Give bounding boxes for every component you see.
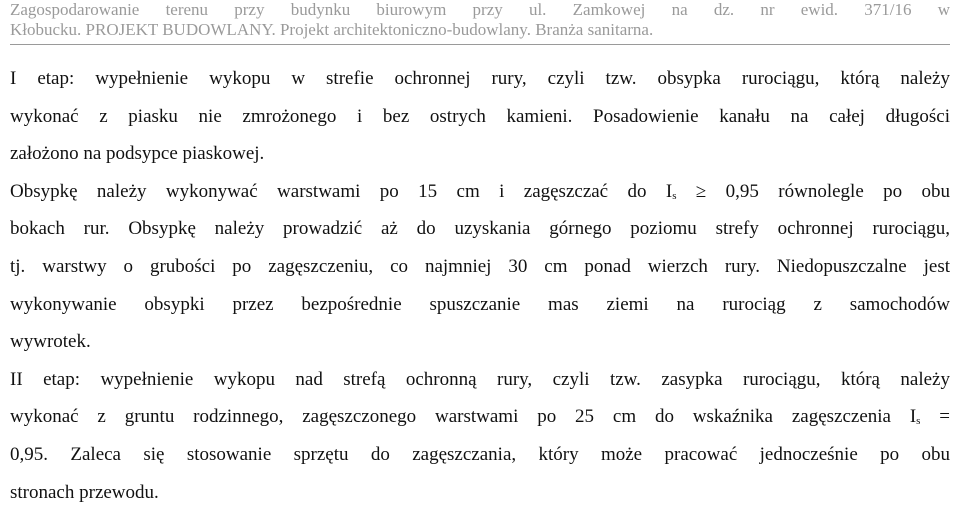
body-line-6: tj. warstwy o grubości po zagęszczeniu, co najmniej 30 cm ponad wierzch rury. Niedopuszczalne jest <box>10 255 950 277</box>
geq-symbol: ≥ <box>695 180 707 202</box>
header-line-1: Zagospodarowanie terenu przy budynku biurowym przy ul. Zamkowej na dz. nr ewid. 371/16 w <box>10 0 950 19</box>
index-subscript: s <box>672 189 677 202</box>
document-body <box>10 60 950 511</box>
body-line-9: II etap: wypełnienie wykopu nad strefą ochronną rury, czyli tzw. zasypka rurociągu, którą należy <box>10 368 950 390</box>
body-line-4 <box>10 173 950 211</box>
body-line-5: bokach rur. Obsypkę należy prowadzić aż do uzyskania górnego poziomu strefy ochronnej rurociągu, <box>10 218 950 240</box>
header-line-2: Kłobucku. PROJEKT BUDOWLANY. Projekt architektoniczno-budowlany. Branża sanitarna. <box>10 20 654 39</box>
body-line-10-text-a: wykonać z gruntu rodzinnego, zagęszczonego warstwami po 25 cm do wskaźnika zagęszczenia I <box>10 406 917 428</box>
equals-symbol: = <box>939 406 951 428</box>
body-line-4-text-b: 0,95 równolegle po obu <box>725 180 950 202</box>
body-line-2: wykonać z piasku nie zmrożonego i bez ostrych kamieni. Posadowienie kanału na całej długości <box>10 105 950 127</box>
body-line-10 <box>10 398 950 436</box>
body-line-8: wywrotek. <box>10 331 91 353</box>
body-line-1: I etap: wypełnienie wykopu w strefie ochronnej rury, czyli tzw. obsypka rurociągu, którą należy <box>10 68 950 89</box>
index-subscript: s <box>916 415 921 428</box>
body-line-3: założono na podsypce piaskowej. <box>10 143 265 165</box>
page-header <box>10 0 950 40</box>
body-line-4-text-a: Obsypkę należy wykonywać warstwami po 15 cm i zagęszczać do I <box>10 180 673 202</box>
body-line-7: wykonywanie obsypki przez bezpośrednie spuszczanie mas ziemi na rurociąg z samochodów <box>10 293 950 315</box>
body-line-11: 0,95. Zaleca się stosowanie sprzętu do zagęszczania, który może pracować jednocześnie po obu <box>10 443 950 465</box>
header-divider <box>10 44 950 45</box>
body-line-12: stronach przewodu. <box>10 481 159 503</box>
